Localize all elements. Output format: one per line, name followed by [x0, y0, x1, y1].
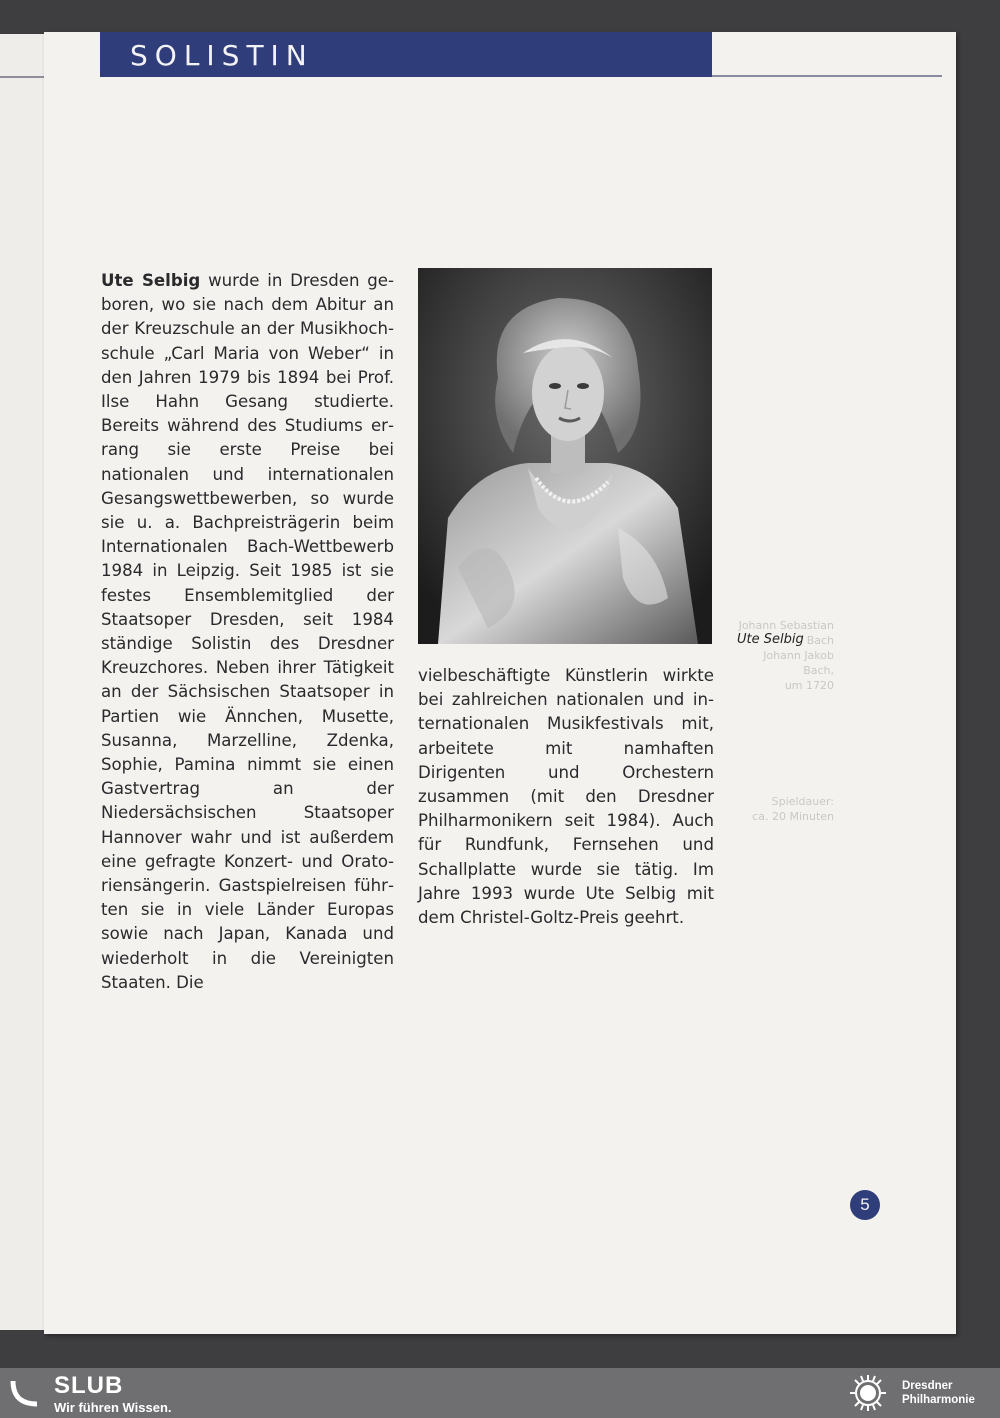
philharmonie-logo-icon[interactable]	[842, 1372, 894, 1414]
brochure-page	[44, 32, 956, 1334]
biography-column-right: vielbeschäftigte Künstlerin wirkte bei zahlreichen nationalen und internationalen Musikfestivals mit, arbeitete mit namhaften Dirigenten und Orchestern zusammen (mit den Dresdner Philharmonikern seit 1984). Auch für Rundfunk, Fernsehen und Schallplatte wurde sie tätig. Im Jahre 1993 wurde Ute Selbig mit dem Christel-Goltz-Preis geehrt.	[418, 666, 714, 928]
bleed-through-text: Spieldauer: ca. 20 Minuten	[752, 795, 834, 823]
bleed-through-text: Johann Sebastian Bach Johann Jakob Bach, um 1720	[738, 619, 834, 692]
partner-name[interactable]: Dresdner Philharmonie	[902, 1380, 975, 1406]
soloist-name: Ute Selbig	[101, 271, 201, 290]
slub-logo-icon[interactable]	[10, 1377, 40, 1407]
library-tagline: Wir führen Wissen.	[54, 1400, 172, 1415]
section-title: SOLISTIN	[130, 39, 314, 72]
photo-caption: Ute Selbig	[737, 632, 804, 647]
soloist-portrait	[418, 268, 712, 644]
library-name[interactable]: SLUB	[54, 1372, 124, 1399]
biography-column-left	[101, 269, 394, 995]
header-rule	[712, 75, 942, 77]
viewer-footer	[0, 1368, 1000, 1418]
page-number: 5	[850, 1190, 880, 1220]
biography-text-left: wurde in Dresden geboren, wo sie nach dem Abitur an der Kreuzschule an der Musikhochschule „Carl Maria von Weber“ in den Jahren 1979 bis 1894 bei Prof. Ilse Hahn Gesang studierte. Bereits während des Studiums errang sie erste Preise bei nationalen und internationalen Gesangswettbewerben, so wurde sie u. a. Bachpreisträgerin beim Internationalen Bach-Wettbewerb 1984 in Leipzig. Seit 1985 ist sie festes Ensemblemitglied der Staatsoper Dresden, seit 1984 ständige Solistin des Dresdner Kreuzchores. Neben ihrer Tätigkeit an der Sächsischen Staatsoper in Partien wie Ännchen, Musette, Susanna, Marzelline, Zdenka, Sophie, Pamina nimmt sie einen Gastvertrag an der Niedersächsischen Staatsoper Hannover wahr und ist außerdem eine gefragte Konzert- und Oratoriensängerin. Gastspielreisen führten sie in viele Länder Europas sowie nach Japan, Kanada und wiederholt in die Vereinigten Staaten. Die	[101, 271, 394, 992]
section-header	[100, 32, 712, 77]
previous-page-edge	[0, 34, 45, 1330]
